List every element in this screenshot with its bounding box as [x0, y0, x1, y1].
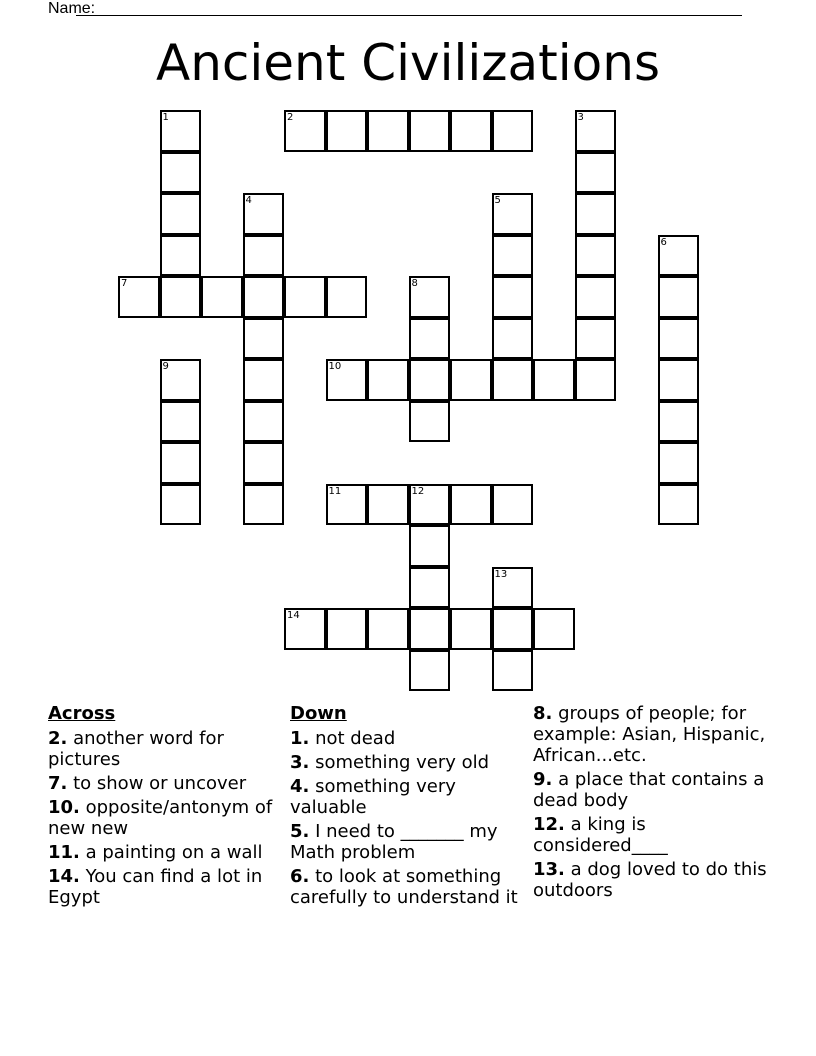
- grid-cell[interactable]: [409, 567, 451, 609]
- page-title: Ancient Civilizations: [155, 34, 660, 92]
- grid-cell[interactable]: [367, 359, 409, 401]
- grid-cell[interactable]: [658, 442, 700, 484]
- grid-cell[interactable]: [658, 235, 700, 277]
- grid-cell[interactable]: [409, 484, 451, 526]
- clue-number: 3.: [290, 752, 310, 773]
- grid-cell[interactable]: [658, 276, 700, 318]
- grid-cell[interactable]: [243, 235, 285, 277]
- cell-number: 13: [494, 568, 508, 580]
- cell-number: 7: [121, 278, 128, 289]
- grid-cell[interactable]: [658, 318, 700, 360]
- grid-cell[interactable]: [160, 235, 202, 277]
- grid-cell[interactable]: [118, 276, 160, 318]
- clue-text: something very old: [309, 752, 490, 773]
- clue-item: [533, 814, 773, 856]
- grid-cell[interactable]: [243, 276, 285, 318]
- grid-cell[interactable]: [450, 484, 492, 526]
- clue-text: a dog loved to do this outdoors: [533, 859, 767, 901]
- clue-text: something very valuable: [290, 776, 456, 818]
- cell-number: 2: [287, 112, 294, 123]
- clue-item: [290, 776, 522, 818]
- cell-number: 10: [328, 361, 342, 372]
- grid-cell[interactable]: [367, 110, 409, 152]
- clue-number: 9.: [533, 769, 553, 790]
- clue-number: 8.: [533, 703, 553, 724]
- grid-cell[interactable]: [367, 608, 409, 650]
- grid-cell[interactable]: [409, 110, 451, 152]
- clue-text: to show or uncover: [67, 773, 247, 794]
- clue-text: I need to _______ my Math problem: [290, 821, 498, 863]
- grid-cell[interactable]: [160, 484, 202, 526]
- grid-cell[interactable]: [575, 110, 617, 152]
- grid-cell[interactable]: [409, 650, 451, 692]
- clue-text: to look at something carefully to understand it: [290, 866, 518, 908]
- grid-cell[interactable]: [201, 276, 243, 318]
- clue-number: 10.: [48, 797, 80, 818]
- grid-cell[interactable]: [450, 110, 492, 152]
- clue-item: [290, 752, 522, 773]
- grid-cell[interactable]: [243, 359, 285, 401]
- name-label: Name:: [48, 0, 96, 17]
- cell-number: 4: [245, 195, 252, 206]
- grid-cell[interactable]: [160, 276, 202, 318]
- grid-cell[interactable]: [575, 152, 617, 194]
- grid-cell[interactable]: [492, 318, 534, 360]
- grid-cell[interactable]: [575, 235, 617, 277]
- clue-number: 13.: [533, 859, 565, 880]
- grid-cell[interactable]: [326, 276, 368, 318]
- grid-cell[interactable]: [160, 110, 202, 152]
- clue-item: [290, 728, 522, 749]
- grid-cell[interactable]: [575, 193, 617, 235]
- grid-cell[interactable]: [160, 193, 202, 235]
- grid-cell[interactable]: [533, 608, 575, 650]
- grid-cell[interactable]: [284, 276, 326, 318]
- grid-cell[interactable]: [492, 484, 534, 526]
- cell-number: 8: [411, 278, 418, 289]
- grid-cell[interactable]: [409, 608, 451, 650]
- clue-item: [533, 703, 773, 766]
- clue-item: [48, 728, 276, 770]
- clue-text: opposite/antonym of new new: [48, 797, 273, 839]
- clue-item: [533, 769, 773, 811]
- clue-item: [533, 859, 773, 901]
- clue-number: 4.: [290, 776, 310, 797]
- cell-number: 3: [577, 112, 584, 123]
- grid-cell[interactable]: [284, 110, 326, 152]
- clue-item: [48, 842, 276, 863]
- cell-number: 5: [494, 195, 501, 206]
- clue-text: another word for pictures: [48, 728, 224, 770]
- grid-cell[interactable]: [243, 318, 285, 360]
- grid-cell[interactable]: [243, 442, 285, 484]
- clue-number: 7.: [48, 773, 68, 794]
- down-clues: [290, 703, 522, 911]
- grid-cell[interactable]: [450, 359, 492, 401]
- cell-number: 14: [287, 610, 300, 621]
- grid-cell[interactable]: [409, 359, 451, 401]
- grid-cell[interactable]: [575, 276, 617, 318]
- grid-cell[interactable]: [326, 608, 368, 650]
- clue-item: [48, 797, 276, 839]
- clue-item: [290, 866, 522, 908]
- cell-number: 6: [660, 236, 667, 248]
- grid-cell[interactable]: [492, 567, 534, 609]
- clue-number: 12.: [533, 814, 565, 835]
- cell-number: 12: [411, 485, 425, 497]
- grid-cell[interactable]: [326, 359, 368, 401]
- grid-cell[interactable]: [409, 318, 451, 360]
- down-clues-continued: [533, 703, 773, 904]
- clue-number: 14.: [48, 866, 80, 887]
- grid-cell[interactable]: [658, 401, 700, 443]
- clue-text: not dead: [309, 728, 396, 749]
- grid-cell[interactable]: [160, 401, 202, 443]
- clue-number: 5.: [290, 821, 310, 842]
- clue-number: 11.: [48, 842, 80, 863]
- grid-cell[interactable]: [492, 359, 534, 401]
- clue-text: a place that contains a dead body: [533, 769, 765, 811]
- cell-number: 9: [162, 361, 169, 372]
- clue-item: [290, 821, 522, 863]
- grid-cell[interactable]: [492, 608, 534, 650]
- grid-cell[interactable]: [160, 359, 202, 401]
- grid-cell[interactable]: [243, 401, 285, 443]
- grid-cell[interactable]: [326, 484, 368, 526]
- grid-cell[interactable]: [326, 110, 368, 152]
- cell-number: 11: [328, 485, 342, 497]
- grid-cell[interactable]: [409, 276, 451, 318]
- grid-cell[interactable]: [160, 152, 202, 194]
- clue-text: a king is considered____: [533, 814, 668, 856]
- grid-cell[interactable]: [243, 193, 285, 235]
- grid-cell[interactable]: [492, 110, 534, 152]
- grid-cell[interactable]: [492, 276, 534, 318]
- clue-text: You can find a lot in Egypt: [48, 866, 263, 908]
- clue-text: a painting on a wall: [79, 842, 263, 863]
- clue-item: [48, 866, 276, 908]
- cell-number: 1: [162, 112, 169, 123]
- grid-cell[interactable]: [658, 484, 700, 526]
- grid-cell[interactable]: [533, 359, 575, 401]
- grid-cell[interactable]: [284, 608, 326, 650]
- clue-item: [48, 773, 276, 794]
- clue-number: 1.: [290, 728, 310, 749]
- grid-cell[interactable]: [367, 484, 409, 526]
- clue-number: 2.: [48, 728, 68, 749]
- grid-cell[interactable]: [409, 525, 451, 567]
- grid-cell[interactable]: [492, 193, 534, 235]
- grid-cell[interactable]: [492, 650, 534, 692]
- grid-cell[interactable]: [658, 359, 700, 401]
- grid-cell[interactable]: [575, 318, 617, 360]
- clue-text: groups of people; for example: Asian, Hispanic, African...etc.: [533, 703, 766, 766]
- across-heading: Across: [48, 703, 116, 724]
- grid-cell[interactable]: [450, 608, 492, 650]
- grid-cell[interactable]: [409, 401, 451, 443]
- grid-cell[interactable]: [243, 484, 285, 526]
- across-clues: [48, 703, 276, 911]
- grid-cell[interactable]: [575, 359, 617, 401]
- grid-cell[interactable]: [492, 235, 534, 277]
- grid-cell[interactable]: [160, 442, 202, 484]
- down-heading: Down: [290, 703, 347, 724]
- clue-number: 6.: [290, 866, 310, 887]
